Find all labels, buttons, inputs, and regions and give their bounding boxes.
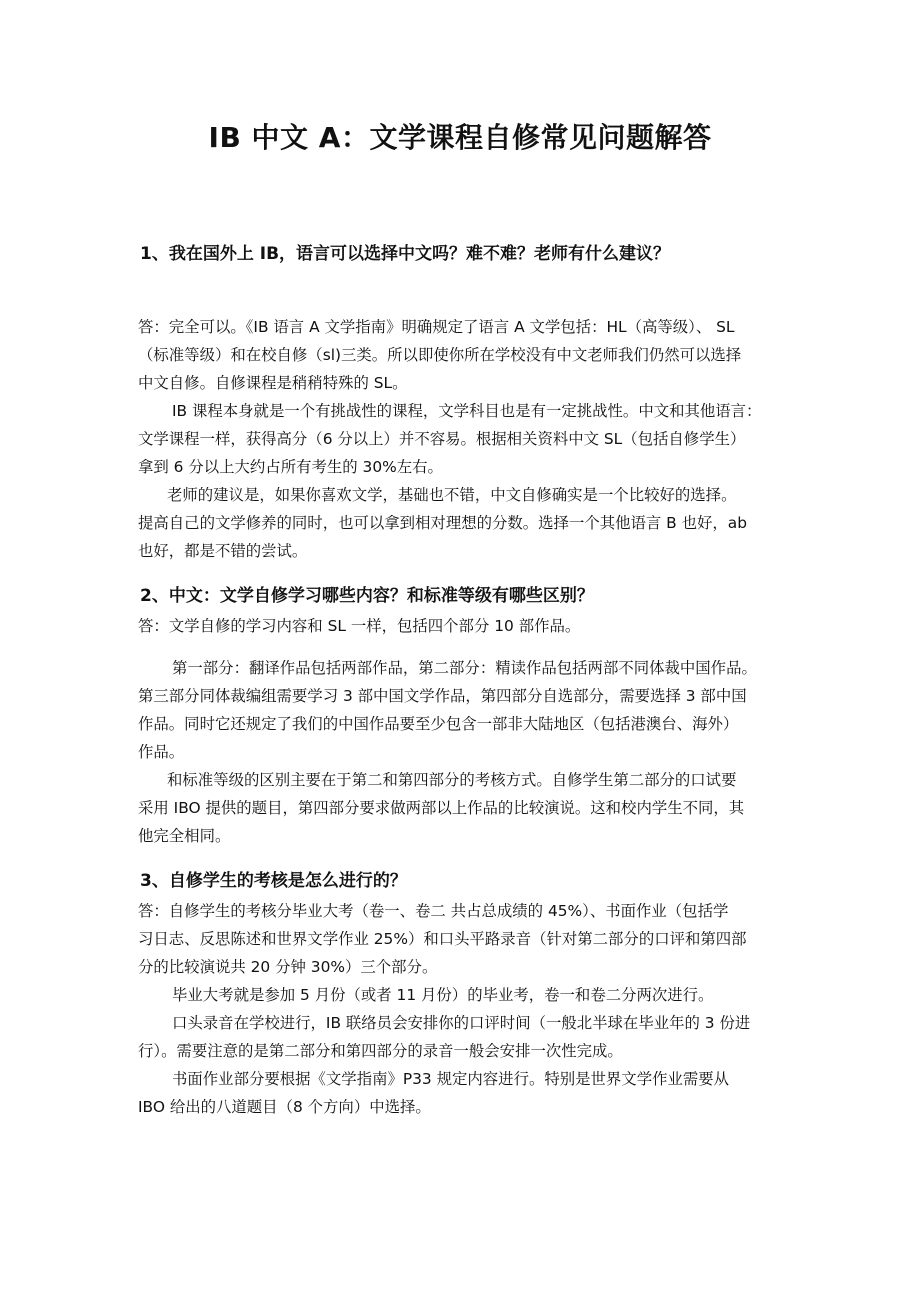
q2-line: 第三部分同体裁编组需要学习 3 部中国文学作品，第四部分自选部分，需要选择 3 部中国 [138,687,747,705]
q1-line: IB 课程本身就是一个有挑战性的课程，文学科目也是有一定挑战性。中文和其他语言： [172,402,762,420]
q2-line: 他完全相同。 [138,827,231,845]
q3-line: 答：自修学生的考核分毕业大考（卷一、卷二 共占总成绩的 45%）、书面作业（包括学 [138,902,729,920]
q2-line: 答：文学自修的学习内容和 SL 一样，包括四个部分 10 部作品。 [138,617,581,635]
q1-line: 老师的建议是，如果你喜欢文学，基础也不错，中文自修确实是一个比较好的选择。 [167,486,737,504]
q2-line: 第一部分：翻译作品包括两部作品，第二部分：精读作品包括两部不同体裁中国作品。 [172,659,757,677]
q3-line: 行）。需要注意的是第二部分和第四部分的录音一般会安排一次性完成。 [138,1042,623,1060]
question-1-heading: 1、我在国外上 IB，语言可以选择中文吗？难不难？老师有什么建议？ [140,244,671,264]
q3-line: 书面作业部分要根据《文学指南》P33 规定内容进行。特别是世界文学作业需要从 [172,1070,730,1088]
q3-line: 习日志、反思陈述和世界文学作业 25%）和口头平路录音（针对第二部分的口评和第四部 [138,930,747,948]
q1-line: 中文自修。自修课程是稍稍特殊的 SL。 [138,374,408,392]
q1-line: 文学课程一样，获得高分（6 分以上）并不容易。根据相关资料中文 SL（包括自修学生） [138,430,746,448]
q2-line: 作品。 [138,743,185,761]
q1-line: 答：完全可以。《IB 语言 A 文学指南》明确规定了语言 A 文学包括：HL（高等级）、 SL [138,318,735,336]
question-3-heading: 3、自修学生的考核是怎么进行的？ [140,871,407,891]
q1-line: （标准等级）和在校自修（sl)三类。所以即使你所在学校没有中文老师我们仍然可以选择 [138,346,742,364]
q1-line: 提高自己的文学修养的同时，也可以拿到相对理想的分数。选择一个其他语言 B 也好，ab [138,514,747,532]
q3-line: IBO 给出的八道题目（8 个方向）中选择。 [138,1098,431,1116]
q2-line: 采用 IBO 提供的题目，第四部分要求做两部以上作品的比较演说。这和校内学生不同，其 [138,799,745,817]
page-title: IB 中文 A：文学课程自修常见问题解答 [208,121,712,154]
q1-line: 也好，都是不错的尝试。 [138,542,308,560]
q2-line: 作品。同时它还规定了我们的中国作品要至少包含一部非大陆地区（包括港澳台、海外） [138,715,739,733]
q2-line: 和标准等级的区别主要在于第二和第四部分的考核方式。自修学生第二部分的口试要 [167,771,737,789]
q3-line: 口头录音在学校进行，IB 联络员会安排你的口评时间（一般北半球在毕业年的 3 份进 [172,1014,751,1032]
q3-line: 分的比较演说共 20 分钟 30%）三个部分。 [138,958,438,976]
question-2-heading: 2、中文：文学自修学习哪些内容？和标准等级有哪些区别？ [140,586,594,606]
q1-line: 拿到 6 分以上大约占所有考生的 30%左右。 [138,458,443,476]
q3-line: 毕业大考就是参加 5 月份（或者 11 月份）的毕业考，卷一和卷二分两次进行。 [172,986,714,1004]
